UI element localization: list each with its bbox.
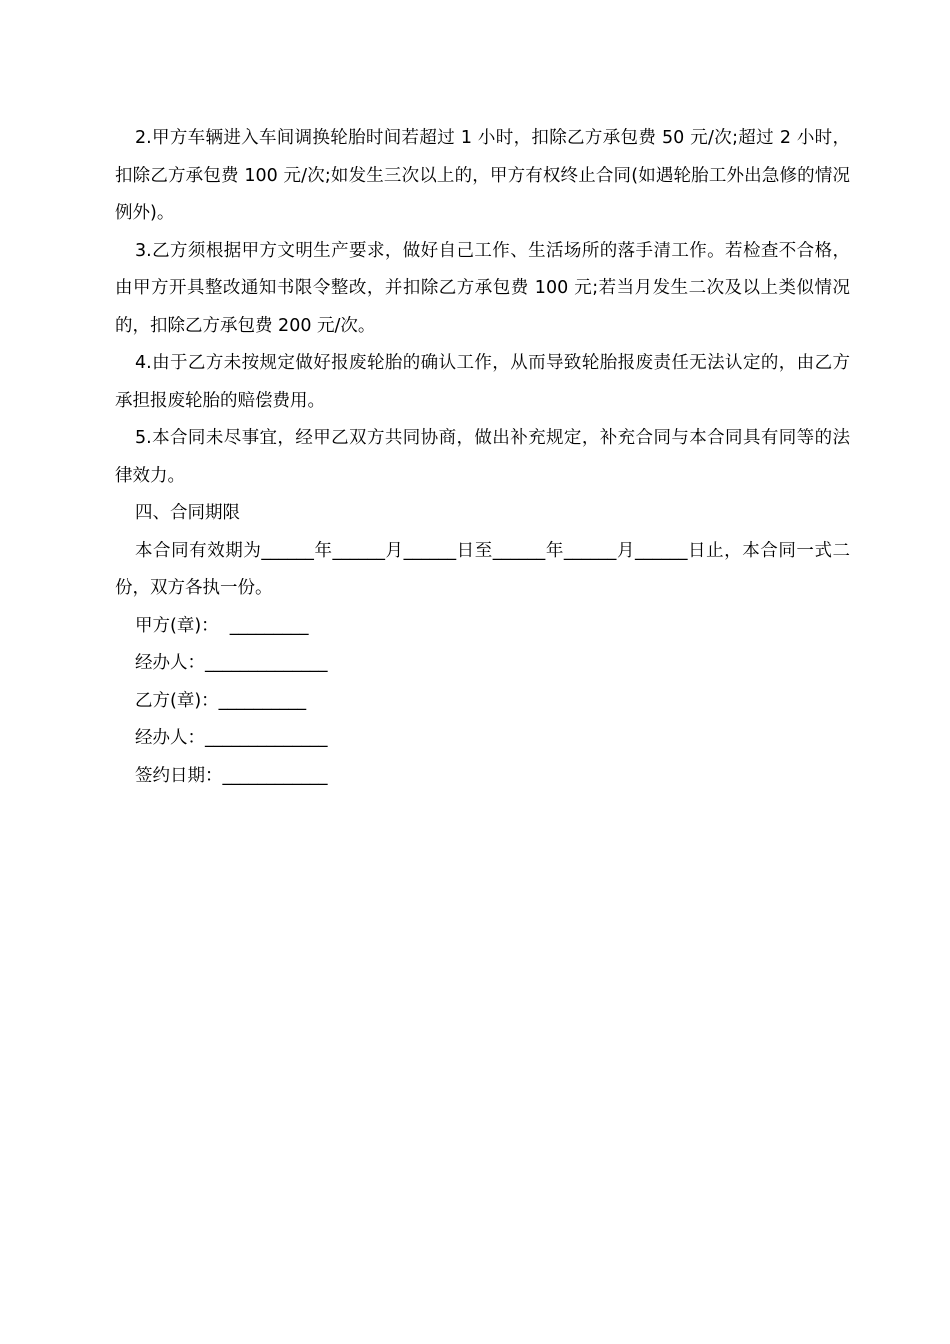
party-b-seal-line: 乙方(章)：__________ (135, 690, 307, 711)
clause-5: 5.本合同未尽事宜，经甲乙双方共同协商，做出补充规定，补充合同与本合同具有同等的法律效力。 (115, 428, 850, 486)
signing-date-line: 签约日期：____________ (135, 765, 328, 786)
party-a-seal-line: 甲方(章)： _________ (135, 615, 309, 636)
party-a-agent-line: 经办人：______________ (135, 653, 328, 673)
section-heading-term: 四、合同期限 (135, 503, 240, 523)
document-body (115, 120, 850, 795)
party-b-agent-line: 经办人：______________ (135, 728, 328, 748)
clause-3: 3.乙方须根据甲方文明生产要求，做好自己工作、生活场所的落手清工作。若检查不合格，由甲方开具整改通知书限令整改，并扣除乙方承包费 100 元;若当月发生二次及以上类似情况的，扣除乙方承包费 200 元/次。 (115, 240, 850, 336)
term-paragraph: 本合同有效期为______年______月______日至______年______月______日止，本合同一式二份，双方各执一份。 (115, 540, 850, 598)
clause-4: 4.由于乙方未按规定做好报废轮胎的确认工作，从而导致轮胎报废责任无法认定的，由乙方承担报废轮胎的赔偿费用。 (115, 353, 850, 411)
clause-2: 2.甲方车辆进入车间调换轮胎时间若超过 1 小时，扣除乙方承包费 50 元/次;超过 2 小时，扣除乙方承包费 100 元/次;如发生三次以上的，甲方有权终止合同(如遇轮胎工外出急修的情况例外)。 (115, 128, 850, 223)
